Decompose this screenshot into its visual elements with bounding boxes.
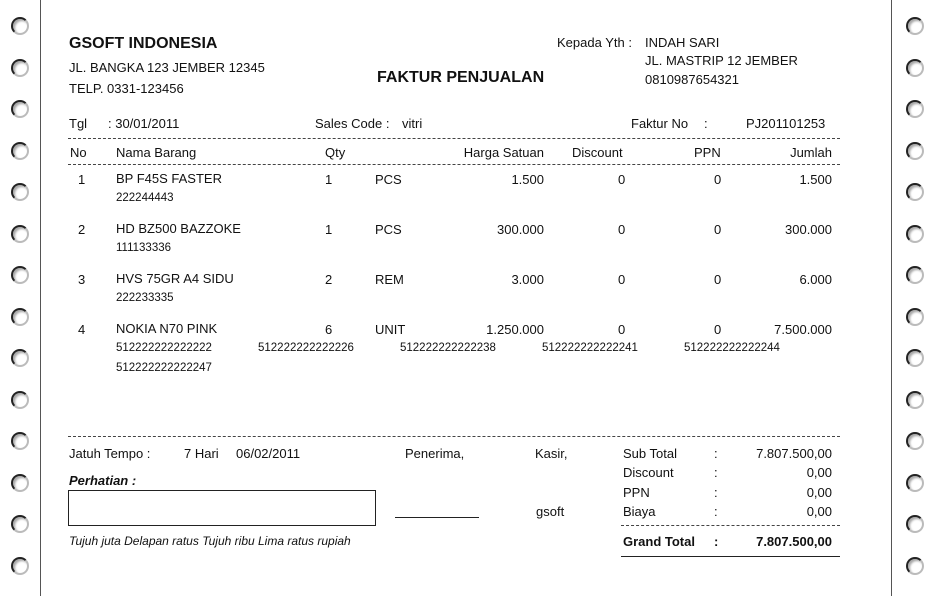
- summary-ppn-colon: :: [714, 485, 718, 500]
- grand-total-underline: [621, 556, 840, 557]
- perforation-hole: [11, 432, 29, 450]
- summary-ppn-value: 0,00: [806, 485, 832, 500]
- row-price: 1.250.000: [486, 322, 544, 337]
- subtotal-value: 7.807.500,00: [756, 446, 832, 461]
- header-no: No: [70, 145, 87, 160]
- row-unit: PCS: [375, 222, 402, 237]
- perforation-hole: [11, 266, 29, 284]
- jatuh-tempo-days: 7 Hari: [184, 446, 219, 461]
- document-title: FAKTUR PENJUALAN: [377, 69, 545, 86]
- sales-code-label: Sales Code :: [315, 116, 390, 131]
- row-discount: 0: [618, 322, 626, 337]
- perforation-hole: [906, 308, 924, 326]
- row-qty: 6: [325, 322, 333, 337]
- row-discount: 0: [618, 222, 626, 237]
- perforation-hole: [11, 183, 29, 201]
- perhatian-label: Perhatian :: [69, 473, 137, 488]
- row-qty: 1: [325, 222, 333, 237]
- faktur-no-value: PJ201101253: [746, 116, 826, 131]
- header-ppn: PPN: [694, 145, 721, 160]
- kasir-label: Kasir,: [535, 446, 568, 461]
- row-discount: 0: [618, 172, 626, 187]
- faktur-no-colon: :: [704, 116, 708, 131]
- perforation-hole: [906, 391, 924, 409]
- perforation-hole: [11, 225, 29, 243]
- perforation-hole: [11, 100, 29, 118]
- recipient-name: INDAH SARI: [645, 35, 720, 50]
- header-discount: Discount: [572, 145, 623, 160]
- row-price: 300.000: [497, 222, 544, 237]
- grand-total-colon: :: [714, 534, 719, 549]
- perforation-hole: [906, 100, 924, 118]
- row-no: 1: [78, 172, 86, 187]
- perforation-hole: [11, 17, 29, 35]
- recipient-phone: 0810987654321: [645, 72, 739, 87]
- company-address: JL. BANGKA 123 JEMBER 12345: [69, 60, 265, 75]
- penerima-signature-line: [395, 517, 479, 518]
- perforation-hole: [906, 183, 924, 201]
- row-code: 111133336: [116, 242, 172, 254]
- row-name: HD BZ500 BAZZOKE: [116, 221, 241, 236]
- row-price: 3.000: [511, 272, 544, 287]
- perforation-hole: [906, 557, 924, 575]
- sales-code-value: vitri: [402, 116, 423, 131]
- perforation-hole: [11, 557, 29, 575]
- biaya-value: 0,00: [806, 504, 832, 519]
- penerima-label: Penerima,: [405, 446, 465, 461]
- divider-summary: [621, 525, 840, 526]
- summary-discount-value: 0,00: [806, 465, 832, 480]
- divider-top: [68, 138, 840, 139]
- perforation-hole: [11, 59, 29, 77]
- perforation-hole: [906, 515, 924, 533]
- perforation-hole: [11, 142, 29, 160]
- perforation-hole: [906, 349, 924, 367]
- row-no: 4: [78, 322, 86, 337]
- subtotal-colon: :: [714, 446, 718, 461]
- grand-total-value: 7.807.500,00: [756, 534, 832, 549]
- divider-header: [68, 164, 840, 165]
- tgl-label: Tgl: [69, 116, 88, 131]
- jatuh-tempo-label: Jatuh Tempo :: [69, 446, 151, 461]
- row-name: BP F45S FASTER: [116, 171, 222, 186]
- row-unit: UNIT: [375, 322, 406, 337]
- summary-discount-colon: :: [714, 465, 718, 480]
- perforation-hole: [906, 59, 924, 77]
- perforation-hole: [906, 266, 924, 284]
- row-qty: 2: [325, 272, 333, 287]
- row-price: 1.500: [511, 172, 544, 187]
- row-code: 222233335: [116, 292, 174, 304]
- serial-number: 512222222222222: [116, 342, 212, 354]
- header-harga-satuan: Harga Satuan: [463, 145, 544, 160]
- serial-number: 512222222222241: [542, 342, 638, 354]
- perforation-hole: [11, 308, 29, 326]
- serial-number: 512222222222244: [684, 342, 780, 354]
- recipient-label: Kepada Yth :: [557, 35, 632, 50]
- perforation-hole: [11, 515, 29, 533]
- row-name: NOKIA N70 PINK: [116, 321, 218, 336]
- faktur-no-label: Faktur No: [631, 116, 689, 131]
- grand-total-label: Grand Total: [623, 534, 695, 549]
- row-name: HVS 75GR A4 SIDU: [116, 271, 234, 286]
- perforation-hole: [906, 474, 924, 492]
- terbilang-text: Tujuh juta Delapan ratus Tujuh ribu Lima ratus rupiah: [69, 534, 351, 548]
- serial-number: 512222222222226: [258, 342, 354, 354]
- recipient-address: JL. MASTRIP 12 JEMBER: [645, 53, 798, 68]
- perforation-hole: [906, 225, 924, 243]
- biaya-colon: :: [714, 504, 718, 519]
- perhatian-box: [68, 490, 376, 526]
- left-perforation-strip: [0, 0, 41, 596]
- perforation-hole: [906, 17, 924, 35]
- subtotal-label: Sub Total: [623, 446, 677, 461]
- divider-bottom: [68, 436, 840, 437]
- row-discount: 0: [618, 272, 626, 287]
- perforation-hole: [906, 432, 924, 450]
- serial-number: 512222222222247: [116, 362, 212, 374]
- company-phone: TELP. 0331-123456: [69, 81, 184, 96]
- tgl-value: : 30/01/2011: [108, 116, 180, 131]
- perforation-hole: [11, 391, 29, 409]
- row-no: 3: [78, 272, 86, 287]
- right-perforation-strip: [891, 0, 944, 596]
- row-total: 6.000: [799, 272, 832, 287]
- serial-number: 512222222222238: [400, 342, 496, 354]
- header-qty: Qty: [325, 145, 346, 160]
- row-ppn: 0: [714, 322, 722, 337]
- row-ppn: 0: [714, 272, 722, 287]
- row-ppn: 0: [714, 222, 722, 237]
- perforation-hole: [11, 349, 29, 367]
- biaya-label: Biaya: [623, 504, 656, 519]
- row-total: 1.500: [799, 172, 832, 187]
- kasir-name: gsoft: [536, 504, 565, 519]
- row-unit: PCS: [375, 172, 402, 187]
- row-code: 222244443: [116, 192, 174, 204]
- header-jumlah: Jumlah: [790, 145, 832, 160]
- row-total: 300.000: [785, 222, 832, 237]
- summary-ppn-label: PPN: [623, 485, 650, 500]
- row-ppn: 0: [714, 172, 722, 187]
- perforation-hole: [906, 142, 924, 160]
- header-nama-barang: Nama Barang: [116, 145, 197, 160]
- row-unit: REM: [375, 272, 404, 287]
- row-no: 2: [78, 222, 86, 237]
- perforation-hole: [11, 474, 29, 492]
- summary-discount-label: Discount: [623, 465, 674, 480]
- jatuh-tempo-date: 06/02/2011: [236, 446, 301, 461]
- row-total: 7.500.000: [774, 322, 832, 337]
- row-qty: 1: [325, 172, 333, 187]
- company-name: GSOFT INDONESIA: [69, 35, 218, 52]
